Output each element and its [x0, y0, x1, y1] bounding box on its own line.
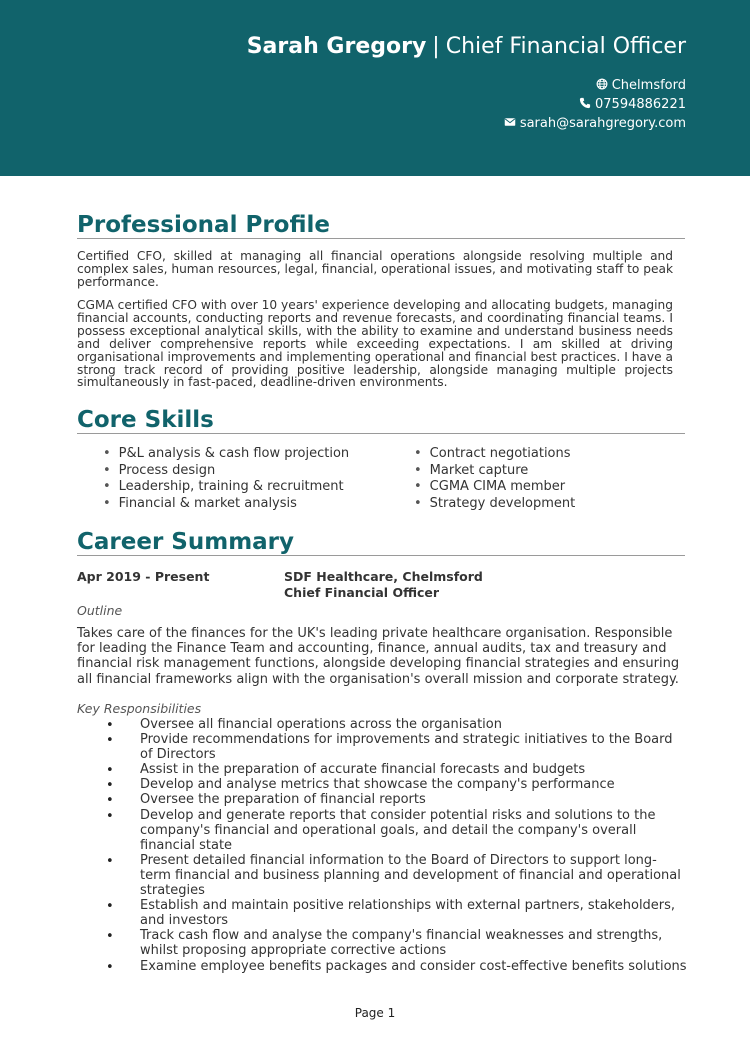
outline-text: Takes care of the finances for the UK's leading private healthcare organisation. Responsible for leading the Finance Team and accounting, finance, annual audits, tax and treasury and financial risk management functions, alongside developing financial strategies and ensuring all financial frameworks align with the organisation's overall mission and corporate strategy.	[77, 626, 680, 687]
list-item: • Examine employee benefits packages and consider cost-effective benefits solutions	[77, 959, 687, 974]
skill-item: • Contract negotiations	[414, 446, 575, 463]
phone-icon	[579, 97, 591, 109]
skill-item: • P&L analysis & cash flow projection	[103, 446, 349, 463]
list-item: • Develop and analyse metrics that showcase the company's performance	[77, 777, 687, 792]
job-title: Chief Financial Officer	[445, 34, 686, 59]
job-date-range: Apr 2019 - Present	[77, 569, 210, 584]
skill-item: • Leadership, training & recruitment	[103, 479, 349, 496]
list-item: • Track cash flow and analyse the company's financial weaknesses and strengths, whilst proposing appropriate corrective actions	[77, 928, 687, 958]
contact-location	[504, 76, 686, 95]
skills-right-list	[414, 446, 575, 512]
skill-item: • CGMA CIMA member	[414, 479, 575, 496]
globe-icon	[596, 78, 608, 90]
outline-label: Outline	[77, 603, 123, 618]
envelope-icon	[504, 116, 516, 128]
list-item: • Oversee all financial operations across the organisation	[77, 717, 687, 732]
skill-item: • Process design	[103, 463, 349, 480]
email-text: sarah@sarahgregory.com	[519, 116, 686, 131]
career-heading: Career Summary	[77, 529, 685, 556]
person-name: Sarah Gregory	[246, 34, 427, 59]
list-item: • Present detailed financial information to the Board of Directors to support long-term financial and business planning and development of financial and operational strategies	[77, 853, 687, 898]
contact-email	[504, 114, 686, 133]
list-item: • Provide recommendations for improvements and strategic initiatives to the Board of Directors	[77, 732, 687, 762]
skill-item: • Financial & market analysis	[103, 496, 349, 513]
skills-left-list	[103, 446, 349, 512]
contact-phone	[504, 95, 686, 114]
list-item: • Assist in the preparation of accurate financial forecasts and budgets	[77, 762, 687, 777]
skill-item: • Strategy development	[414, 496, 575, 513]
skill-item: • Market capture	[414, 463, 575, 480]
list-item: • Develop and generate reports that consider potential risks and solutions to the company's financial and operational goals, and detail the company's overall financial state	[77, 808, 687, 853]
name-title-line	[247, 34, 686, 59]
profile-heading: Professional Profile	[77, 212, 685, 239]
location-text: Chelmsford	[611, 78, 686, 93]
phone-text: 07594886221	[595, 97, 686, 112]
profile-paragraph-1: Certified CFO, skilled at managing all financial operations alongside resolving multiple and complex sales, human resources, legal, financial, operational issues, and motivating staff to peak performance.	[77, 249, 673, 289]
name-separator: |	[432, 34, 440, 59]
job-role: Chief Financial Officer	[284, 584, 440, 600]
responsibilities-list	[77, 717, 687, 974]
employer-name: SDF Healthcare, Chelmsford	[284, 569, 483, 584]
header-banner	[0, 0, 750, 176]
profile-paragraph-2: CGMA certified CFO with over 10 years' experience developing and allocating budgets, managing financial accounts, conducting reports and revenue forecasts, and coordinating financial teams. I possess exceptional analytical skills, with the ability to examine and understand business needs and deliver comprehensive reports while exceeding expectations. I am skilled at driving organisational improvements and implementing operational and financial best practices. I have a strong track record of providing positive leadership, alongside managing multiple projects simultaneously in fast-paced, deadline-driven environments.	[77, 298, 674, 390]
responsibilities-label: Key Responsibilities	[77, 701, 202, 716]
job-employer-block	[284, 569, 483, 600]
list-item: • Oversee the preparation of financial reports	[77, 792, 687, 807]
skills-heading: Core Skills	[77, 407, 685, 434]
list-item: • Establish and maintain positive relationships with external partners, stakeholders, and investors	[77, 898, 687, 928]
contact-info	[504, 76, 686, 133]
page-number: Page 1	[354, 1006, 396, 1020]
